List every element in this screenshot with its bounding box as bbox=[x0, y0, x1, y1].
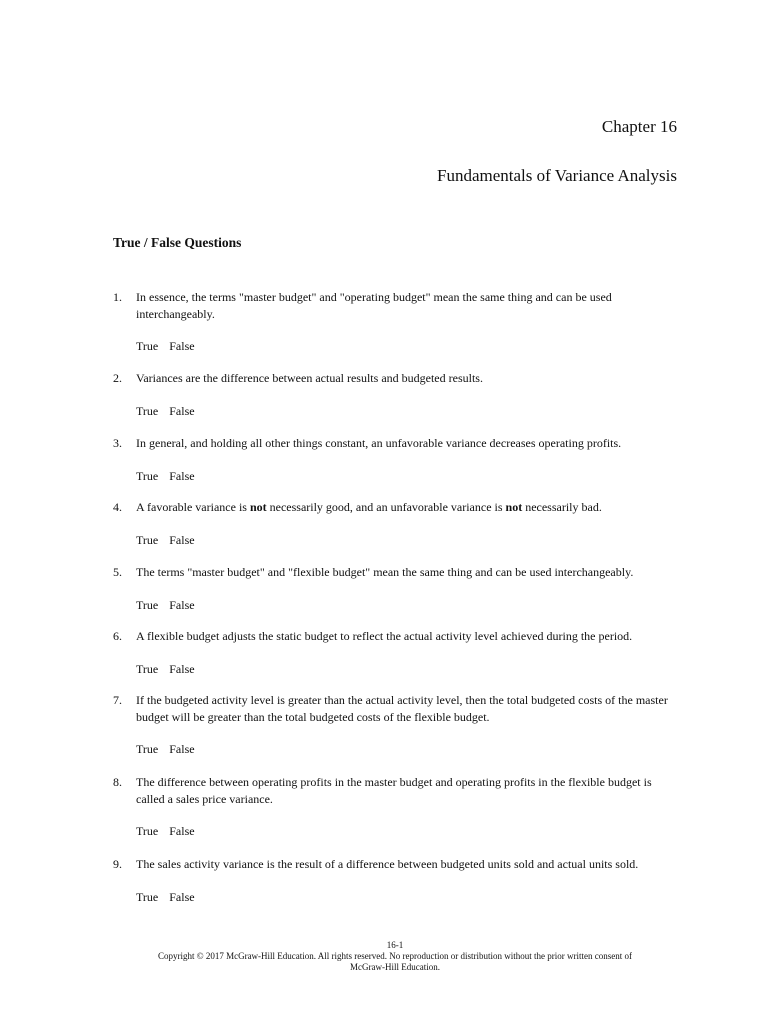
question-2 bbox=[113, 370, 683, 418]
page-footer bbox=[120, 940, 670, 973]
question-text: Variances are the difference between actual results and budgeted results. bbox=[136, 371, 483, 385]
question-text: In general, and holding all other things constant, an unfavorable variance decreases operating profits. bbox=[136, 436, 622, 450]
emphasis-not: not bbox=[249, 500, 267, 514]
true-option[interactable]: True bbox=[136, 469, 159, 483]
true-option[interactable]: True bbox=[136, 742, 159, 756]
question-9 bbox=[113, 856, 683, 904]
question-number: 7. bbox=[113, 693, 122, 707]
false-option[interactable]: False bbox=[169, 469, 195, 483]
false-option[interactable]: False bbox=[169, 890, 195, 904]
question-4 bbox=[113, 499, 683, 547]
question-text: A flexible budget adjusts the static budget to reflect the actual activity level achieved during the period. bbox=[136, 629, 633, 643]
page-number: 16-1 bbox=[386, 940, 404, 950]
answer-options bbox=[136, 339, 683, 353]
emphasis-not: not bbox=[505, 500, 523, 514]
question-text: The terms "master budget" and "flexible budget" mean the same thing and can be used interchangeably. bbox=[136, 565, 634, 579]
question-number: 3. bbox=[113, 436, 122, 450]
answer-options bbox=[136, 533, 683, 547]
false-option[interactable]: False bbox=[169, 339, 195, 353]
true-option[interactable]: True bbox=[136, 533, 159, 547]
true-option[interactable]: True bbox=[136, 662, 159, 676]
copyright-line: McGraw-Hill Education. bbox=[350, 962, 440, 972]
question-number: 8. bbox=[113, 775, 122, 789]
question-number: 6. bbox=[113, 629, 122, 643]
false-option[interactable]: False bbox=[169, 742, 195, 756]
answer-options bbox=[136, 742, 683, 756]
chapter-title: Fundamentals of Variance Analysis bbox=[436, 166, 677, 185]
question-number: 1. bbox=[113, 290, 122, 304]
question-7 bbox=[113, 692, 683, 756]
question-number: 4. bbox=[113, 500, 122, 514]
true-option[interactable]: True bbox=[136, 339, 159, 353]
question-3 bbox=[113, 435, 683, 483]
question-text: If the budgeted activity level is greater than the actual activity level, then the total budgeted costs of the master budget will be greater than the total budgeted costs of the flexible budget. bbox=[136, 693, 668, 724]
answer-options bbox=[136, 404, 683, 418]
question-8 bbox=[113, 774, 683, 838]
answer-options bbox=[136, 824, 683, 838]
question-5 bbox=[113, 564, 683, 612]
question-number: 5. bbox=[113, 565, 122, 579]
true-option[interactable]: True bbox=[136, 890, 159, 904]
answer-options bbox=[136, 598, 683, 612]
false-option[interactable]: False bbox=[169, 533, 195, 547]
answer-options bbox=[136, 890, 683, 904]
true-option[interactable]: True bbox=[136, 598, 159, 612]
question-1 bbox=[113, 289, 683, 353]
question-text: The sales activity variance is the result of a difference between budgeted units sold and actual units sold. bbox=[136, 857, 639, 871]
chapter-number: Chapter 16 bbox=[601, 117, 677, 136]
question-text: In essence, the terms "master budget" and "operating budget" mean the same thing and can be used interchangeably. bbox=[136, 290, 612, 321]
true-option[interactable]: True bbox=[136, 824, 159, 838]
answer-options bbox=[136, 469, 683, 483]
copyright-line: Copyright © 2017 McGraw-Hill Education. All rights reserved. No reproduction or distribution without the prior written consent of bbox=[157, 951, 632, 961]
question-text: A favorable variance is not necessarily good, and an unfavorable variance is not necessarily bad. bbox=[136, 500, 602, 514]
false-option[interactable]: False bbox=[169, 824, 195, 838]
false-option[interactable]: False bbox=[169, 404, 195, 418]
false-option[interactable]: False bbox=[169, 598, 195, 612]
question-text: The difference between operating profits in the master budget and operating profits in the flexible budget is called a sales price variance. bbox=[136, 775, 652, 806]
answer-options bbox=[136, 662, 683, 676]
question-number: 2. bbox=[113, 371, 122, 385]
question-number: 9. bbox=[113, 857, 122, 871]
true-option[interactable]: True bbox=[136, 404, 159, 418]
false-option[interactable]: False bbox=[169, 662, 195, 676]
section-heading: True / False Questions bbox=[113, 235, 242, 250]
question-6 bbox=[113, 628, 683, 676]
